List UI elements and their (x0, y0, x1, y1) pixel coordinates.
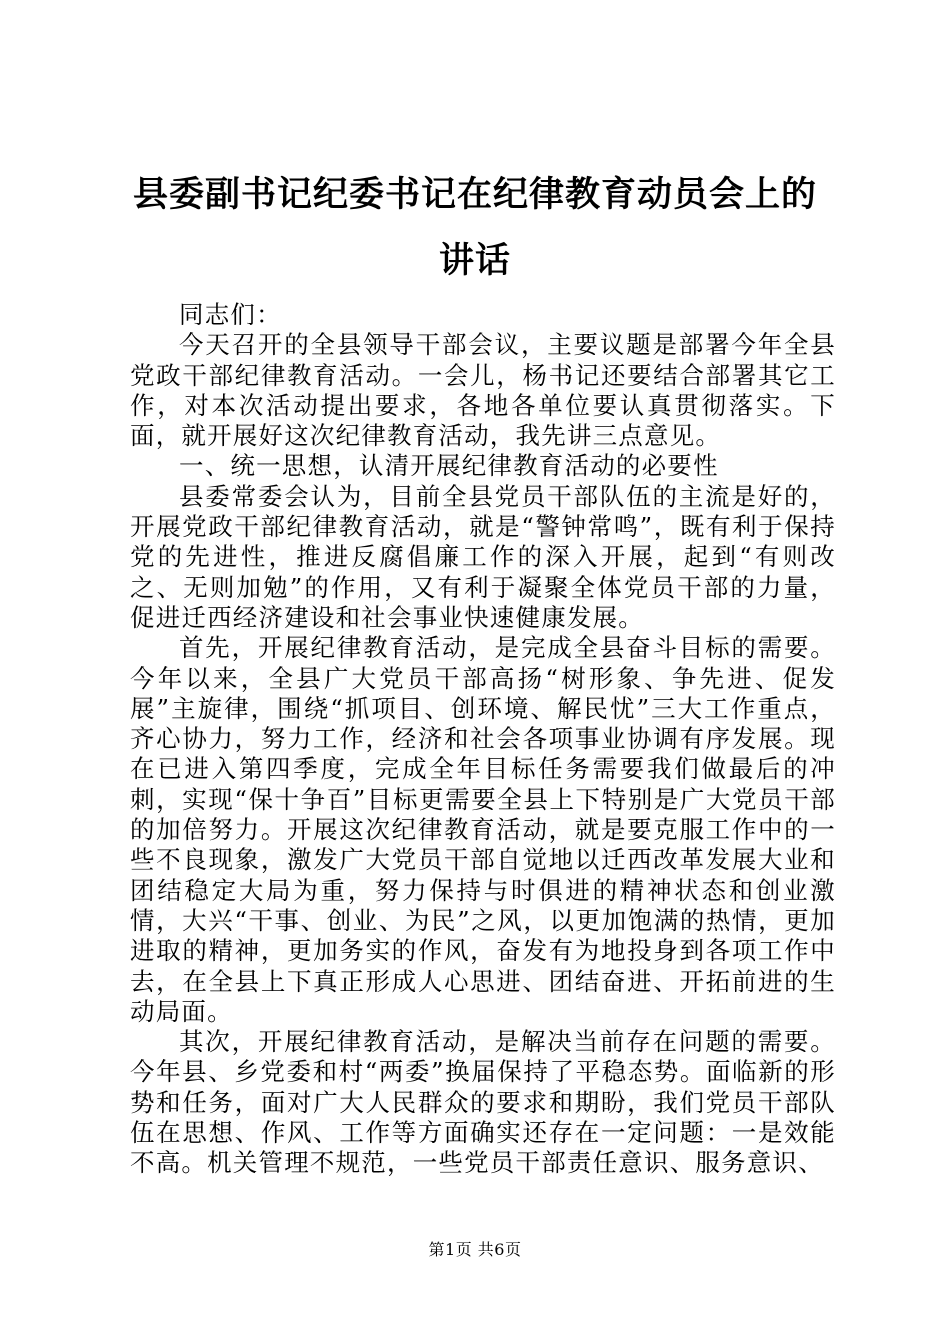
section-heading-1: 一、统一思想，认清开展纪律教育活动的必要性 (179, 451, 719, 481)
salutation: 同志们： (179, 300, 282, 329)
document-title: 县委副书记纪委书记在纪律教育动员会上的讲话 (132, 174, 817, 281)
page-footer: 第1页 共6页 (428, 1240, 522, 1259)
paragraph-second-point: 其次，开展纪律教育活动，是解决当前存在问题的需要。今年县、乡党委和村“两委”换届保持了平稳态势。面临新的形势和任务，面对广大人民群众的要求和期盼，我们党员干部队伍在思想、作风、工作等方面确实还存在一定问题：一是效能不高。机关管理不规范，一些党员干部责任意识、服务意识、 (130, 1027, 836, 1178)
document-body (130, 300, 836, 1179)
paragraph-intro: 今天召开的全县领导干部会议，主要议题是部署今年全县党政干部纪律教育活动。一会儿，杨书记还要结合部署其它工作，对本次活动提出要求，各地各单位要认真贯彻落实。下面，就开展好这次纪律教育活动，我先讲三点意见。 (130, 330, 836, 451)
paragraph-first-point: 首先，开展纪律教育活动，是完成全县奋斗目标的需要。今年以来，全县广大党员干部高扬“树形象、争先进、促发展”主旋律，围绕“抓项目、创环境、解民忧”三大工作重点，齐心协力，努力工作，经济和社会各项事业协调有序发展。现在已进入第四季度，完成全年目标任务需要我们做最后的冲刺，实现“保十争百”目标更需要全县上下特别是广大党员干部的加倍努力。开展这次纪律教育活动，就是要克服工作中的一些不良现象，激发广大党员干部自觉地以迁西改革发展大业和团结稳定大局为重，努力保持与时俱进的精神状态和创业激情，大兴“干事、创业、为民”之风，以更加饱满的热情，更加进取的精神，更加务实的作风，奋发有为地投身到各项工作中去，在全县上下真正形成人心思进、团结奋进、开拓前进的生动局面。 (130, 633, 836, 1026)
paragraph-committee-view: 县委常委会认为，目前全县党员干部队伍的主流是好的，开展党政干部纪律教育活动，就是“警钟常鸣”，既有利于保持党的先进性，推进反腐倡廉工作的深入开展，起到“有则改之、无则加勉”的作用，又有利于凝聚全体党员干部的力量，促进迁西经济建设和社会事业快速健康发展。 (130, 481, 836, 632)
